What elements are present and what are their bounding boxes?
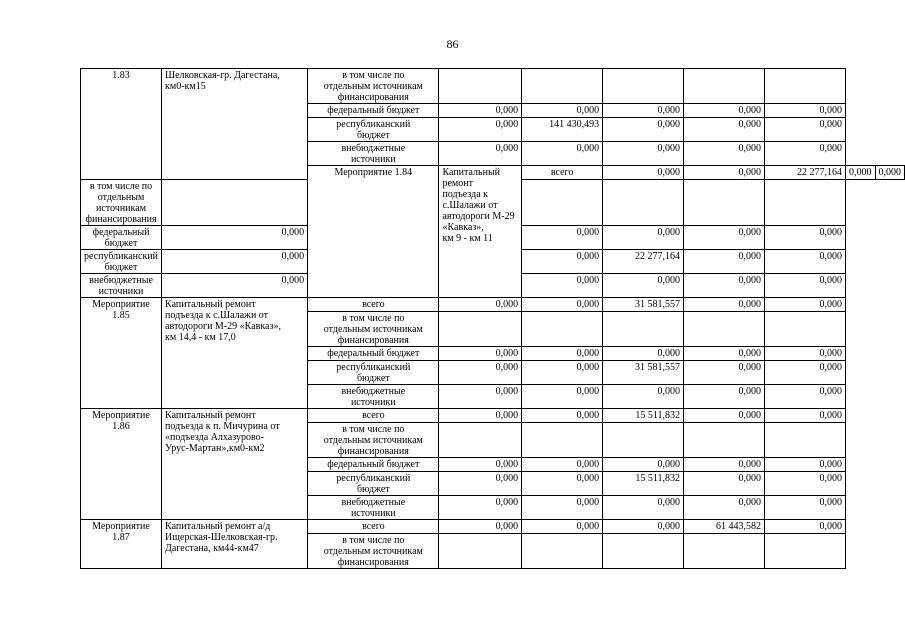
cell-line: отдельным источникам xyxy=(96,192,146,214)
cell-line: Капитальный ремонт xyxy=(165,410,256,421)
amount-cell: 0,000 xyxy=(684,361,765,385)
cell-line: бюджет xyxy=(104,262,138,273)
amount-cell: 0,000 xyxy=(439,347,522,361)
amount-cell: 0,000 xyxy=(522,298,603,312)
amount-cell: 0,000 xyxy=(439,104,522,118)
amount-cell: 15 511,832 xyxy=(603,472,684,496)
amount-cell xyxy=(764,69,845,104)
cell-line: подъезда к с.Шалажи от xyxy=(442,189,498,211)
cell-line: км 9 - км 11 xyxy=(442,233,493,244)
amount-cell: 0,000 xyxy=(439,298,522,312)
amount-cell: 0,000 xyxy=(764,520,845,534)
funding-source-cell xyxy=(308,298,439,312)
cell-line: Капитальный ремонт xyxy=(442,167,501,189)
amount-cell: 0,000 xyxy=(764,347,845,361)
funding-source-cell xyxy=(81,180,162,226)
amount-cell: 0,000 xyxy=(439,409,522,423)
measure-code-cell: Мероприятие 1.85 xyxy=(81,298,162,409)
amount-cell: 0,000 xyxy=(603,104,684,118)
cell-line: внебюджетные xyxy=(341,497,406,508)
cell-line: автодороги М-29 «Кавказ», xyxy=(442,211,515,233)
amount-cell xyxy=(522,423,603,458)
funding-source-cell xyxy=(308,520,439,534)
cell-line: отдельным источникам xyxy=(323,546,423,557)
amount-cell: 0,000 xyxy=(764,118,845,142)
cell-line: федеральный бюджет xyxy=(327,105,420,116)
amount-cell: 0,000 xyxy=(684,274,765,298)
amount-cell xyxy=(522,180,603,226)
amount-cell: 0,000 xyxy=(764,385,845,409)
cell-line: Ищерская-Шелковская-гр. xyxy=(165,532,278,543)
measure-code-cell: 1.83 xyxy=(81,69,162,180)
cell-line: бюджет xyxy=(356,130,390,141)
amount-cell xyxy=(603,312,684,347)
amount-cell xyxy=(439,312,522,347)
amount-cell xyxy=(603,69,684,104)
funding-source-cell xyxy=(308,458,439,472)
funding-source-cell xyxy=(308,385,439,409)
cell-line: всего xyxy=(362,521,385,532)
cell-line: источники xyxy=(350,397,396,408)
amount-cell: 61 443,582 xyxy=(684,520,765,534)
funding-source-cell xyxy=(308,104,439,118)
cell-line: Капитальный ремонт а/д xyxy=(165,521,271,532)
amount-cell: 0,000 xyxy=(764,250,845,274)
amount-cell: 15 511,832 xyxy=(603,409,684,423)
amount-cell: 0,000 xyxy=(764,496,845,520)
amount-cell: 0,000 xyxy=(603,118,684,142)
object-description-cell xyxy=(162,409,308,520)
measure-code-cell: Мероприятие 1.84 xyxy=(308,166,439,298)
cell-line: отдельным источникам xyxy=(323,435,423,446)
cell-line: Шелковская-гр. Дагестана, xyxy=(165,70,280,81)
amount-cell: 0,000 xyxy=(684,226,765,250)
amount-cell xyxy=(522,312,603,347)
amount-cell xyxy=(764,312,845,347)
cell-line: в том числе по xyxy=(342,70,405,81)
amount-cell: 0,000 xyxy=(439,458,522,472)
amount-cell: 0,000 xyxy=(764,226,845,250)
cell-line: в том числе по xyxy=(342,424,405,435)
amount-cell: 0,000 xyxy=(522,472,603,496)
table-row xyxy=(81,298,905,312)
funding-source-cell xyxy=(308,423,439,458)
amount-cell: 0,000 xyxy=(684,250,765,274)
amount-cell xyxy=(522,69,603,104)
amount-cell xyxy=(522,534,603,569)
object-description-cell xyxy=(162,520,308,569)
cell-line: в том числе по xyxy=(89,181,153,192)
cell-line: км 14,4 - км 17,0 xyxy=(165,332,236,343)
amount-cell: 0,000 xyxy=(764,104,845,118)
cell-line: «подъезда Алхазурово- xyxy=(165,432,264,443)
amount-cell xyxy=(684,180,765,226)
object-description-cell xyxy=(439,166,522,298)
amount-cell: 0,000 xyxy=(162,250,308,274)
amount-cell: 0,000 xyxy=(439,142,522,166)
amount-cell: 0,000 xyxy=(522,496,603,520)
cell-line: республиканский xyxy=(336,119,411,130)
amount-cell: 0,000 xyxy=(875,166,905,180)
cell-line: финансирования xyxy=(337,335,409,346)
cell-line: км0-км15 xyxy=(165,81,206,92)
cell-line: источники xyxy=(98,286,144,297)
amount-cell: 0,000 xyxy=(684,104,765,118)
amount-cell: 0,000 xyxy=(764,142,845,166)
amount-cell: 0,000 xyxy=(764,298,845,312)
funding-source-cell xyxy=(308,361,439,385)
measure-code-cell: Мероприятие 1.86 xyxy=(81,409,162,520)
amount-cell: 0,000 xyxy=(522,226,603,250)
amount-cell: 0,000 xyxy=(764,458,845,472)
amount-cell: 0,000 xyxy=(603,166,684,180)
amount-cell: 0,000 xyxy=(522,409,603,423)
amount-cell: 0,000 xyxy=(684,496,765,520)
amount-cell: 0,000 xyxy=(684,385,765,409)
cell-line: республиканский xyxy=(84,251,159,262)
amount-cell: 0,000 xyxy=(764,472,845,496)
amount-cell xyxy=(684,312,765,347)
amount-cell: 0,000 xyxy=(603,347,684,361)
amount-cell xyxy=(684,423,765,458)
funding-source-cell xyxy=(308,142,439,166)
measure-code-cell: Мероприятие 1.87 xyxy=(81,520,162,569)
cell-line: финансирования xyxy=(337,92,409,103)
amount-cell: 0,000 xyxy=(522,142,603,166)
amount-cell: 0,000 xyxy=(684,409,765,423)
funding-source-cell xyxy=(308,534,439,569)
amount-cell: 31 581,557 xyxy=(603,298,684,312)
table-row xyxy=(81,69,905,104)
amount-cell: 0,000 xyxy=(522,274,603,298)
cell-line: в том числе по xyxy=(342,313,405,324)
amount-cell: 0,000 xyxy=(684,142,765,166)
object-description-cell xyxy=(162,69,308,180)
amount-cell xyxy=(439,69,522,104)
table-row xyxy=(81,409,905,423)
amount-cell: 0,000 xyxy=(764,409,845,423)
cell-line: внебюджетные xyxy=(341,143,406,154)
amount-cell xyxy=(439,423,522,458)
cell-line: отдельным источникам xyxy=(323,81,423,92)
amount-cell: 31 581,557 xyxy=(603,361,684,385)
cell-line: республиканский xyxy=(336,473,411,484)
funding-source-cell xyxy=(308,312,439,347)
amount-cell: 0,000 xyxy=(603,496,684,520)
cell-line: федеральный бюджет xyxy=(92,227,150,249)
amount-cell: 0,000 xyxy=(684,472,765,496)
amount-cell: 0,000 xyxy=(522,458,603,472)
amount-cell xyxy=(603,423,684,458)
amount-cell: 0,000 xyxy=(439,472,522,496)
object-description-cell xyxy=(162,298,308,409)
amount-cell: 0,000 xyxy=(603,385,684,409)
amount-cell: 22 277,164 xyxy=(764,166,845,180)
amount-cell: 0,000 xyxy=(439,385,522,409)
cell-line: бюджет xyxy=(356,484,390,495)
amount-cell: 0,000 xyxy=(603,458,684,472)
amount-cell: 0,000 xyxy=(162,226,308,250)
cell-line: федеральный бюджет xyxy=(327,348,420,359)
funding-source-cell xyxy=(522,166,603,180)
amount-cell xyxy=(603,180,684,226)
amount-cell: 0,000 xyxy=(684,347,765,361)
amount-cell: 141 430,493 xyxy=(522,118,603,142)
amount-cell: 0,000 xyxy=(522,520,603,534)
amount-cell xyxy=(764,534,845,569)
funding-source-cell xyxy=(81,274,162,298)
amount-cell xyxy=(439,534,522,569)
cell-line: в том числе по xyxy=(342,535,405,546)
amount-cell: 0,000 xyxy=(522,250,603,274)
cell-line: республиканский xyxy=(336,362,411,373)
funding-source-cell xyxy=(308,496,439,520)
amount-cell: 0,000 xyxy=(522,361,603,385)
amount-cell xyxy=(684,69,765,104)
amount-cell: 0,000 xyxy=(439,361,522,385)
amount-cell xyxy=(764,423,845,458)
amount-cell: 22 277,164 xyxy=(603,250,684,274)
funding-source-cell xyxy=(308,472,439,496)
amount-cell: 0,000 xyxy=(522,104,603,118)
amount-cell: 0,000 xyxy=(439,520,522,534)
cell-line: Дагестана, км44-км47 xyxy=(165,543,259,554)
cell-line: подъезда к с.Шалажи от xyxy=(165,310,269,321)
amount-cell: 0,000 xyxy=(764,361,845,385)
amount-cell: 0,000 xyxy=(846,166,876,180)
amount-cell: 0,000 xyxy=(162,274,308,298)
cell-line: подъезда к п. Мичурина от xyxy=(165,421,280,432)
amount-cell: 0,000 xyxy=(522,385,603,409)
funding-source-cell xyxy=(308,409,439,423)
funding-source-cell xyxy=(81,226,162,250)
page-number: 86 xyxy=(446,37,459,51)
cell-line: финансирования xyxy=(337,446,409,457)
budget-table-body xyxy=(81,69,905,569)
amount-cell: 0,000 xyxy=(603,274,684,298)
cell-line: источники xyxy=(350,508,396,519)
amount-cell: 0,000 xyxy=(684,166,765,180)
cell-line: внебюджетные xyxy=(341,386,406,397)
cell-line: внебюджетные xyxy=(89,275,153,286)
cell-line: всего xyxy=(362,410,385,421)
cell-line: финансирования xyxy=(85,214,157,225)
cell-line: федеральный бюджет xyxy=(327,459,420,470)
amount-cell: 0,000 xyxy=(603,520,684,534)
amount-cell: 0,000 xyxy=(764,274,845,298)
cell-line: всего xyxy=(362,299,385,310)
amount-cell: 0,000 xyxy=(684,118,765,142)
cell-line: Урус-Мартан»,км0-км2 xyxy=(165,443,265,454)
funding-source-cell xyxy=(308,118,439,142)
cell-line: всего xyxy=(550,167,574,178)
cell-line: отдельным источникам xyxy=(323,324,423,335)
amount-cell xyxy=(684,534,765,569)
amount-cell: 0,000 xyxy=(684,458,765,472)
amount-cell: 0,000 xyxy=(684,298,765,312)
funding-source-cell xyxy=(308,347,439,361)
amount-cell: 0,000 xyxy=(439,118,522,142)
amount-cell: 0,000 xyxy=(439,496,522,520)
amount-cell: 0,000 xyxy=(603,226,684,250)
budget-table xyxy=(80,68,905,569)
cell-line: источники xyxy=(350,154,396,165)
cell-line: Капитальный ремонт xyxy=(165,299,256,310)
cell-line: бюджет xyxy=(356,373,390,384)
amount-cell xyxy=(603,534,684,569)
table-row xyxy=(81,520,905,534)
cell-line: автодороги М-29 «Кавказ», xyxy=(165,321,281,332)
cell-line: финансирования xyxy=(337,557,409,568)
amount-cell xyxy=(764,180,845,226)
amount-cell: 0,000 xyxy=(522,347,603,361)
funding-source-cell xyxy=(81,250,162,274)
funding-source-cell xyxy=(308,69,439,104)
amount-cell xyxy=(162,180,308,226)
amount-cell: 0,000 xyxy=(603,142,684,166)
